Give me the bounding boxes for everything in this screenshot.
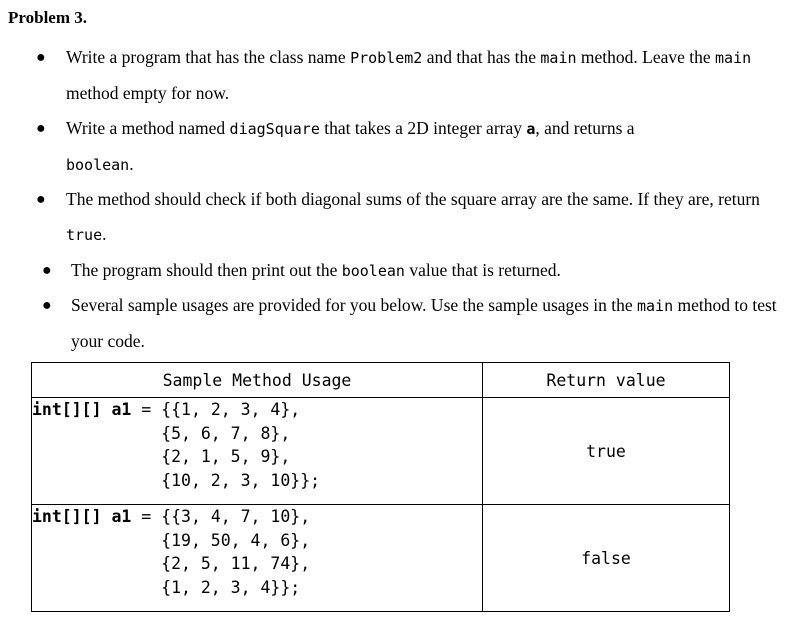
instruction-item bbox=[0, 182, 785, 253]
code-body: = {{3, 4, 7, 10}, {19, 50, 4, 6}, {2, 5, 11, 74}, {1, 2, 3, 4}}; bbox=[141, 507, 311, 597]
code-term: diagSquare bbox=[229, 120, 320, 138]
header-return-value: Return value bbox=[483, 363, 730, 398]
instruction-text: The program should then print out the boolean value that is returned. bbox=[71, 260, 561, 280]
code-term: true bbox=[66, 226, 103, 244]
code-term: main bbox=[540, 49, 577, 67]
code-declaration: int[][] a1 bbox=[32, 507, 132, 526]
code-term: a bbox=[526, 120, 536, 138]
table-header-row bbox=[32, 363, 730, 398]
code-term: boolean bbox=[341, 262, 405, 280]
header-sample-usage: Sample Method Usage bbox=[32, 363, 483, 398]
bullet-icon: ● bbox=[36, 191, 46, 208]
instruction-item bbox=[0, 40, 785, 111]
code-term: boolean bbox=[66, 156, 130, 174]
table-row bbox=[32, 398, 730, 505]
code-declaration: int[][] a1 bbox=[32, 400, 132, 419]
instruction-text: Several sample usages are provided for you below. Use the sample usages in the main method to test your code. bbox=[71, 295, 777, 351]
instruction-item bbox=[0, 288, 785, 359]
instruction-text: Write a method named diagSquare that takes a 2D integer array a, and returns a boolean. bbox=[66, 118, 635, 174]
code-term: main bbox=[715, 49, 752, 67]
return-value-cell: false bbox=[483, 505, 730, 612]
sample-usage-table bbox=[31, 362, 730, 612]
return-value-cell: true bbox=[483, 398, 730, 505]
problem-title: Problem 3. bbox=[8, 8, 88, 27]
table-row bbox=[32, 505, 730, 612]
code-cell bbox=[32, 398, 483, 505]
code-cell bbox=[32, 505, 483, 612]
bullet-icon: ● bbox=[42, 297, 52, 314]
code-body: = {{1, 2, 3, 4}, {5, 6, 7, 8}, {2, 1, 5, 9}, {10, 2, 3, 10}}; bbox=[141, 400, 321, 490]
code-term: Problem2 bbox=[350, 49, 423, 67]
instruction-item bbox=[0, 111, 785, 182]
code-term: main bbox=[637, 297, 674, 315]
instruction-text: The method should check if both diagonal sums of the square array are the same. If they are, return true. bbox=[66, 189, 760, 244]
instruction-item bbox=[0, 253, 785, 288]
instruction-text: Write a program that has the class name Problem2 and that has the main method. Leave the main method empty for now. bbox=[66, 47, 752, 103]
bullet-icon: ● bbox=[36, 120, 46, 137]
bullet-icon: ● bbox=[42, 262, 52, 279]
bullet-icon: ● bbox=[36, 49, 46, 66]
instruction-list bbox=[0, 40, 785, 359]
